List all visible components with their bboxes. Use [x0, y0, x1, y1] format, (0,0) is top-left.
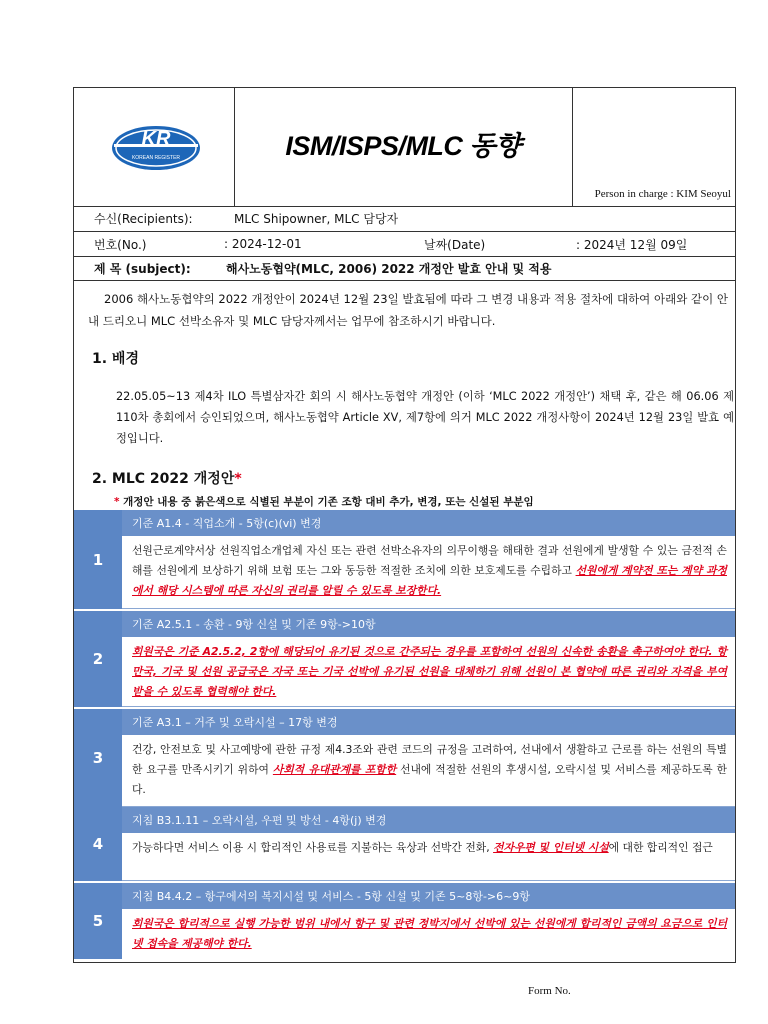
item-title: 기준 A1.4 - 직업소개 - 5항(c)(vi) 변경 [122, 510, 735, 536]
item-number: 2 [74, 611, 122, 707]
item-emphasis: 사회적 유대관계를 포함한 [272, 763, 397, 776]
note-mark: * [114, 496, 120, 508]
no-value: : 2024-12-01 [224, 237, 302, 251]
item-text: 선원근로계약서상 선원직업소개업체 자신 또는 관련 선박소유자의 의무이행을 해태한 결과 선원에게 발생할 수 있는 금전적 손해를 선원에게 보상하기 위해 보험 또는 그와 동등한 적절한 조치에 의한 보호제도를 수립하고 [132, 544, 727, 577]
item-number: 1 [74, 510, 122, 609]
item-body [122, 735, 735, 807]
section1-heading: 1. 배경 [92, 351, 139, 367]
item-body [122, 909, 735, 959]
item-title: 지침 B3.1.11 – 오락시설, 우편 및 방선 - 4항(j) 변경 [122, 807, 735, 833]
item-5 [74, 883, 735, 959]
section2-heading-text: 2. MLC 2022 개정안 [92, 471, 235, 487]
date-label: 날짜(Date) [424, 237, 486, 252]
item-text: 건강, 안전보호 및 사고예방에 관한 규정 제4.3조와 관련 코드의 규정을 고려하여, 선내에서 생활하고 근로를 하는 선원의 특별한 요구를 만족시키기 위하여 [132, 743, 727, 776]
person-cell [572, 88, 737, 206]
form-number: Form No. [528, 985, 571, 997]
intro-paragraph: 2006 해사노동협약의 2022 개정안이 2024년 12월 23일 발효됨에 따라 그 변경 내용과 적용 절차에 대하여 아래와 같이 안내 드리오니 MLC 선박소유자 및 MLC 담당자께서는 업무에 참조하시기 바랍니다. [88, 292, 728, 328]
item-emphasis: 회원국은 합리적으로 실행 가능한 범위 내에서 항구 및 관련 정박지에서 선박에 있는 선원에게 합리적인 금액의 요금으로 인터넷 접속을 제공해야 한다. [132, 917, 727, 950]
header [74, 88, 735, 207]
document-title: ISM/ISPS/MLC 동향 [285, 131, 521, 161]
logo-text: KR [141, 128, 171, 150]
item-number: 5 [74, 883, 122, 959]
item-title: 지침 B4.4.2 – 항구에서의 복지시설 및 서비스 - 5항 신설 및 기존 5~8항->6~9항 [122, 883, 735, 909]
section2-note [114, 494, 534, 509]
item-body [122, 833, 735, 881]
item-emphasis: 전자우편 및 인터넷 시설 [493, 841, 609, 854]
person-in-charge: Person in charge : KIM Seoyul [594, 188, 731, 200]
recipients-label: 수신(Recipients): [94, 212, 193, 226]
item-2 [74, 611, 735, 707]
item-title: 기준 A2.5.1 - 송환 - 9항 신설 및 기존 9항->10항 [122, 611, 735, 637]
section2-heading-mark: * [234, 471, 242, 487]
item-emphasis: 선원에게 계약전 또는 계약 과정에서 해당 시스템에 따른 자신의 권리를 알릴 수 있도록 보장한다. [132, 564, 727, 597]
item-number: 4 [74, 807, 122, 881]
subject-label: 제 목 (subject): [94, 262, 191, 276]
item-body [122, 536, 735, 609]
item-text: 가능하다면 서비스 이용 시 합리적인 사용료를 지불하는 육상과 선박간 전화, [132, 841, 494, 854]
title-cell [234, 88, 573, 206]
item-title: 기준 A3.1 – 거주 및 오락시설 – 17항 변경 [122, 709, 735, 735]
item-emphasis: 회원국은 기준 A2.5.2, 2항에 해당되어 유기된 것으로 간주되는 경우를 포함하여 선원의 신속한 송환을 촉구하여야 한다. 항만국, 기국 및 선원 공급국은 자국 또는 기국 선박에 유기된 선원을 대체하기 위해 선원이 본 협약에 따른 권리와 자격을 부여받을 수 있도록 협력해야 한다. [132, 645, 727, 698]
no-label: 번호(No.) [94, 237, 147, 252]
item-tail: 선내에 적절한 선원의 후생시설, 오락시설 및 서비스를 제공하도록 한다. [132, 763, 727, 796]
section2-heading [92, 468, 242, 488]
recipients-row [74, 206, 735, 232]
item-tail: 에 대한 합리적인 접근 [608, 841, 713, 854]
kr-logo-icon [74, 88, 234, 206]
logo-cell [74, 88, 235, 206]
item-4 [74, 807, 735, 881]
subject-value: 해사노동협약(MLC, 2006) 2022 개정안 발효 안내 및 적용 [226, 262, 552, 276]
item-body [122, 637, 735, 707]
logo-subtext: KOREAN REGISTER [131, 155, 181, 161]
item-3 [74, 709, 735, 807]
item-1 [74, 510, 735, 609]
date-value: : 2024년 12월 09일 [576, 237, 688, 252]
note-text: 개정안 내용 중 붉은색으로 식별된 부분이 기존 조항 대비 추가, 변경, 또는 신설된 부분임 [119, 496, 534, 508]
number-date-row [74, 232, 735, 257]
subject-row [74, 257, 735, 281]
intro-text [88, 288, 728, 332]
item-number: 3 [74, 709, 122, 807]
section1-text: 22.05.05~13 제4차 ILO 특별삼자간 회의 시 해사노동협약 개정안 (이하 ‘MLC 2022 개정안’) 채택 후, 같은 해 06.06 제110차 총회에서 승인되었으며, 해사노동협약 Article XV, 제7항에 의거 MLC 2022 개정사항이 2024년 12월 23일 발효 예정입니다. [116, 390, 734, 445]
recipients-value: MLC Shipowner, MLC 담당자 [234, 212, 399, 226]
document-frame [73, 87, 736, 963]
